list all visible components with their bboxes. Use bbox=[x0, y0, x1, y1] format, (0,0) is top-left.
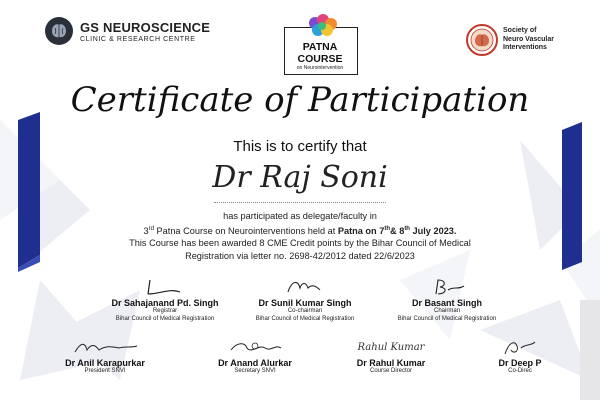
patna-logo-line2: COURSE bbox=[297, 53, 343, 65]
signature-mark bbox=[270, 276, 340, 298]
signatory-role: Course Director bbox=[369, 368, 412, 374]
snvi-logo-line3: Interventions bbox=[503, 44, 547, 52]
certificate-body bbox=[60, 210, 540, 262]
signatory-role: Registrar bbox=[152, 308, 178, 314]
snvi-seal-icon bbox=[466, 24, 498, 56]
patna-logo-line3: on Neurointervention bbox=[296, 65, 344, 71]
body-line2: 3rd Patna Course on Neurointerventions held at Patna on 7th& 8th July 2023. bbox=[143, 225, 457, 236]
signature-mark bbox=[412, 276, 482, 298]
signatory-org: Bihar Council of Medical Registration bbox=[397, 315, 497, 322]
signature-mark bbox=[485, 336, 555, 358]
signature-mark bbox=[65, 336, 145, 358]
signatory-org: Bihar Council of Medical Registration bbox=[255, 315, 355, 322]
signature-mark bbox=[215, 336, 295, 358]
brain-cluster-icon bbox=[306, 13, 340, 43]
patna-logo-line1: PATNA bbox=[302, 41, 338, 53]
signatory-registrar bbox=[100, 276, 230, 323]
signatory-name: Dr Deep P bbox=[498, 358, 542, 368]
signatory-role: President SNVI bbox=[84, 368, 126, 374]
signatory-name: Dr Rahul Kumar bbox=[356, 358, 426, 368]
signatory-secretary bbox=[200, 336, 310, 376]
signatory-name: Dr Sunil Kumar Singh bbox=[258, 298, 352, 308]
recipient-name: Dr Raj Soni bbox=[212, 160, 388, 195]
recipient-underline bbox=[214, 202, 386, 203]
signatory-role: Secretary SNVI bbox=[234, 368, 276, 374]
signatory-role: Co-Direc bbox=[508, 368, 532, 374]
patna-course-logo bbox=[284, 13, 358, 75]
signatory-name: Dr Sahajanand Pd. Singh bbox=[111, 298, 219, 308]
gs-logo-subtitle: CLINIC & RESEARCH CENTRE bbox=[80, 35, 196, 43]
body-line4: Registration via letter no. 2698-42/2012 dated 22/6/2023 bbox=[185, 250, 415, 261]
snvi-logo-line2: Neuro Vascular bbox=[503, 35, 554, 43]
snvi-logo bbox=[466, 24, 554, 56]
certify-text: This is to certify that bbox=[233, 138, 367, 155]
signatory-name: Dr Anand Alurkar bbox=[218, 358, 292, 368]
certificate-title: Certificate of Participation bbox=[70, 80, 530, 120]
signatory-org: Bihar Council of Medical Registration bbox=[115, 315, 215, 322]
signatory-role: Chairman bbox=[433, 308, 460, 314]
body-line3: This Course has been awarded 8 CME Credit points by the Bihar Council of Medical bbox=[129, 238, 471, 249]
signatory-co-director bbox=[480, 336, 560, 376]
brain-logo-icon bbox=[44, 16, 74, 46]
signatory-name: Dr Anil Karapurkar bbox=[65, 358, 145, 368]
signatory-president bbox=[50, 336, 160, 376]
signatory-chairman bbox=[382, 276, 512, 323]
signatory-course-director bbox=[336, 336, 446, 376]
body-line1: has participated as delegate/faculty in bbox=[223, 211, 377, 221]
signature-text: Rahul Kumar bbox=[357, 342, 425, 353]
signature-mark bbox=[130, 276, 200, 298]
gs-logo-name: GS NEUROSCIENCE bbox=[80, 19, 211, 35]
signatory-name: Dr Basant Singh bbox=[411, 298, 482, 308]
snvi-logo-line1: Society of bbox=[503, 27, 537, 35]
signatory-role: Co-chairman bbox=[287, 308, 323, 314]
gs-neuroscience-logo bbox=[44, 16, 210, 46]
signatory-co-chairman bbox=[240, 276, 370, 323]
